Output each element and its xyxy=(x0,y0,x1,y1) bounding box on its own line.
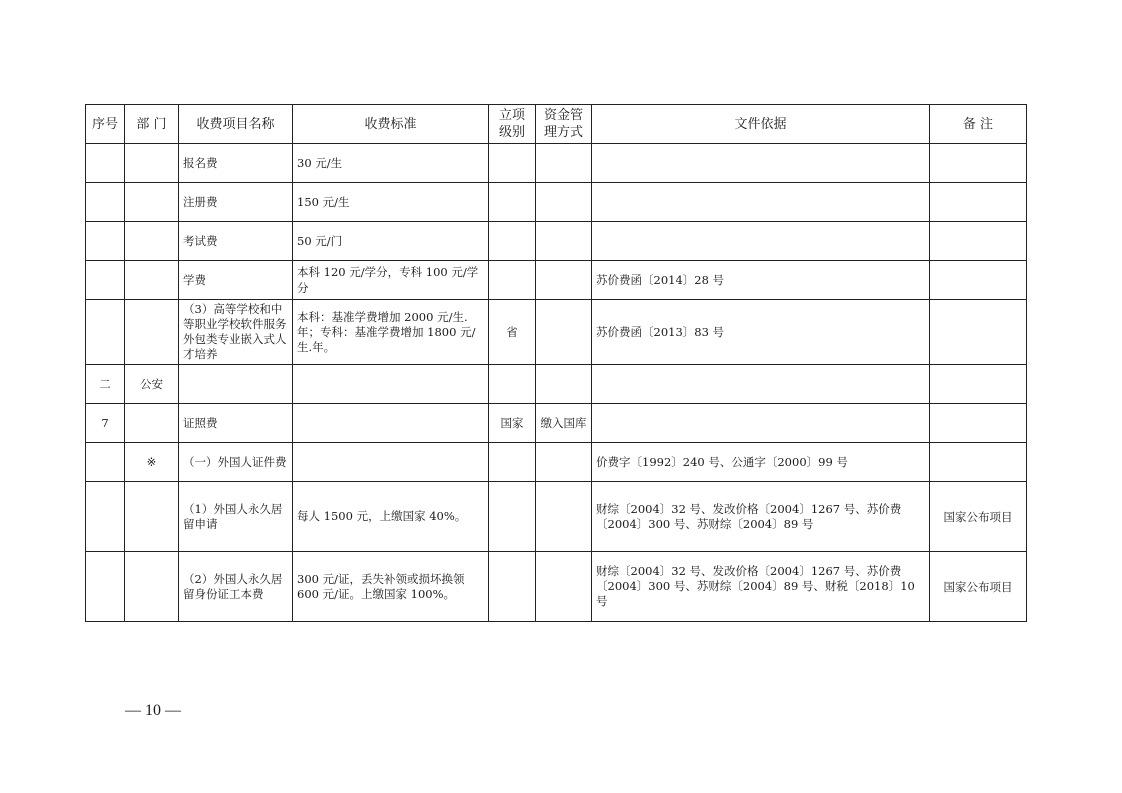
cell-standard xyxy=(293,443,489,482)
cell-no xyxy=(86,443,125,482)
cell-fund xyxy=(536,443,592,482)
cell-no xyxy=(86,300,125,365)
cell-item: 注册费 xyxy=(179,183,293,222)
cell-dept xyxy=(125,222,179,261)
cell-standard: 本科 120 元/学分，专科 100 元/学分 xyxy=(293,261,489,300)
cell-standard: 本科：基准学费增加 2000 元/生.年；专科：基准学费增加 1800 元/生.年。 xyxy=(293,300,489,365)
cell-remark xyxy=(930,300,1027,365)
header-basis: 文件依据 xyxy=(592,105,930,144)
header-row xyxy=(86,105,1027,144)
fee-table xyxy=(85,104,1027,622)
cell-standard: 300 元/证，丢失补领或损坏换领 600 元/证。上缴国家 100%。 xyxy=(293,552,489,622)
cell-dept xyxy=(125,144,179,183)
cell-remark: 国家公布项目 xyxy=(930,552,1027,622)
table-row xyxy=(86,365,1027,404)
cell-remark: 国家公布项目 xyxy=(930,482,1027,552)
cell-fund xyxy=(536,482,592,552)
cell-no xyxy=(86,482,125,552)
table-row xyxy=(86,183,1027,222)
cell-item: 考试费 xyxy=(179,222,293,261)
cell-item: 报名费 xyxy=(179,144,293,183)
cell-basis: 苏价费函〔2013〕83 号 xyxy=(592,300,930,365)
cell-no xyxy=(86,552,125,622)
header-dept: 部 门 xyxy=(125,105,179,144)
cell-dept xyxy=(125,183,179,222)
cell-level xyxy=(489,443,536,482)
table-row xyxy=(86,552,1027,622)
cell-no xyxy=(86,261,125,300)
cell-standard xyxy=(293,365,489,404)
cell-level xyxy=(489,552,536,622)
table-row xyxy=(86,482,1027,552)
cell-basis xyxy=(592,404,930,443)
cell-remark xyxy=(930,261,1027,300)
cell-fund: 缴入国库 xyxy=(536,404,592,443)
cell-no: 7 xyxy=(86,404,125,443)
cell-level xyxy=(489,482,536,552)
cell-level xyxy=(489,183,536,222)
cell-level xyxy=(489,144,536,183)
cell-dept: ※ xyxy=(125,443,179,482)
cell-no xyxy=(86,222,125,261)
cell-basis: 苏价费函〔2014〕28 号 xyxy=(592,261,930,300)
table-row xyxy=(86,443,1027,482)
page-number: — 10 — xyxy=(125,702,181,719)
cell-dept xyxy=(125,404,179,443)
header-level: 立项级别 xyxy=(489,105,536,144)
cell-fund xyxy=(536,144,592,183)
cell-fund xyxy=(536,183,592,222)
cell-fund xyxy=(536,365,592,404)
cell-basis: 财综〔2004〕32 号、发改价格〔2004〕1267 号、苏价费〔2004〕300 号、苏财综〔2004〕89 号、财税〔2018〕10 号 xyxy=(592,552,930,622)
cell-basis: 价费字〔1992〕240 号、公通字〔2000〕99 号 xyxy=(592,443,930,482)
cell-standard: 150 元/生 xyxy=(293,183,489,222)
header-no: 序号 xyxy=(86,105,125,144)
header-remark: 备 注 xyxy=(930,105,1027,144)
cell-remark xyxy=(930,144,1027,183)
cell-dept xyxy=(125,482,179,552)
cell-standard: 50 元/门 xyxy=(293,222,489,261)
cell-item: 学费 xyxy=(179,261,293,300)
header-standard: 收费标准 xyxy=(293,105,489,144)
cell-level xyxy=(489,365,536,404)
cell-dept xyxy=(125,552,179,622)
table-row xyxy=(86,222,1027,261)
cell-remark xyxy=(930,183,1027,222)
cell-item: （3）高等学校和中等职业学校软件服务外包类专业嵌入式人才培养 xyxy=(179,300,293,365)
table-row xyxy=(86,261,1027,300)
cell-item: 证照费 xyxy=(179,404,293,443)
header-item: 收费项目名称 xyxy=(179,105,293,144)
table-row xyxy=(86,300,1027,365)
cell-item: （2）外国人永久居留身份证工本费 xyxy=(179,552,293,622)
cell-fund xyxy=(536,552,592,622)
cell-basis xyxy=(592,365,930,404)
cell-remark xyxy=(930,365,1027,404)
cell-basis xyxy=(592,183,930,222)
cell-fund xyxy=(536,300,592,365)
table-row xyxy=(86,404,1027,443)
header-fund: 资金管理方式 xyxy=(536,105,592,144)
cell-basis xyxy=(592,144,930,183)
cell-standard xyxy=(293,404,489,443)
cell-level: 国家 xyxy=(489,404,536,443)
cell-standard: 每人 1500 元，上缴国家 40%。 xyxy=(293,482,489,552)
cell-no xyxy=(86,183,125,222)
cell-fund xyxy=(536,261,592,300)
cell-item: （1）外国人永久居留申请 xyxy=(179,482,293,552)
cell-basis xyxy=(592,222,930,261)
cell-standard: 30 元/生 xyxy=(293,144,489,183)
cell-dept: 公安 xyxy=(125,365,179,404)
cell-remark xyxy=(930,404,1027,443)
cell-level: 省 xyxy=(489,300,536,365)
cell-fund xyxy=(536,222,592,261)
cell-dept xyxy=(125,300,179,365)
cell-item: （一）外国人证件费 xyxy=(179,443,293,482)
cell-item xyxy=(179,365,293,404)
cell-level xyxy=(489,222,536,261)
cell-dept xyxy=(125,261,179,300)
cell-no xyxy=(86,144,125,183)
cell-no: 二 xyxy=(86,365,125,404)
cell-basis: 财综〔2004〕32 号、发改价格〔2004〕1267 号、苏价费〔2004〕300 号、苏财综〔2004〕89 号 xyxy=(592,482,930,552)
cell-level xyxy=(489,261,536,300)
cell-remark xyxy=(930,443,1027,482)
cell-remark xyxy=(930,222,1027,261)
table-row xyxy=(86,144,1027,183)
